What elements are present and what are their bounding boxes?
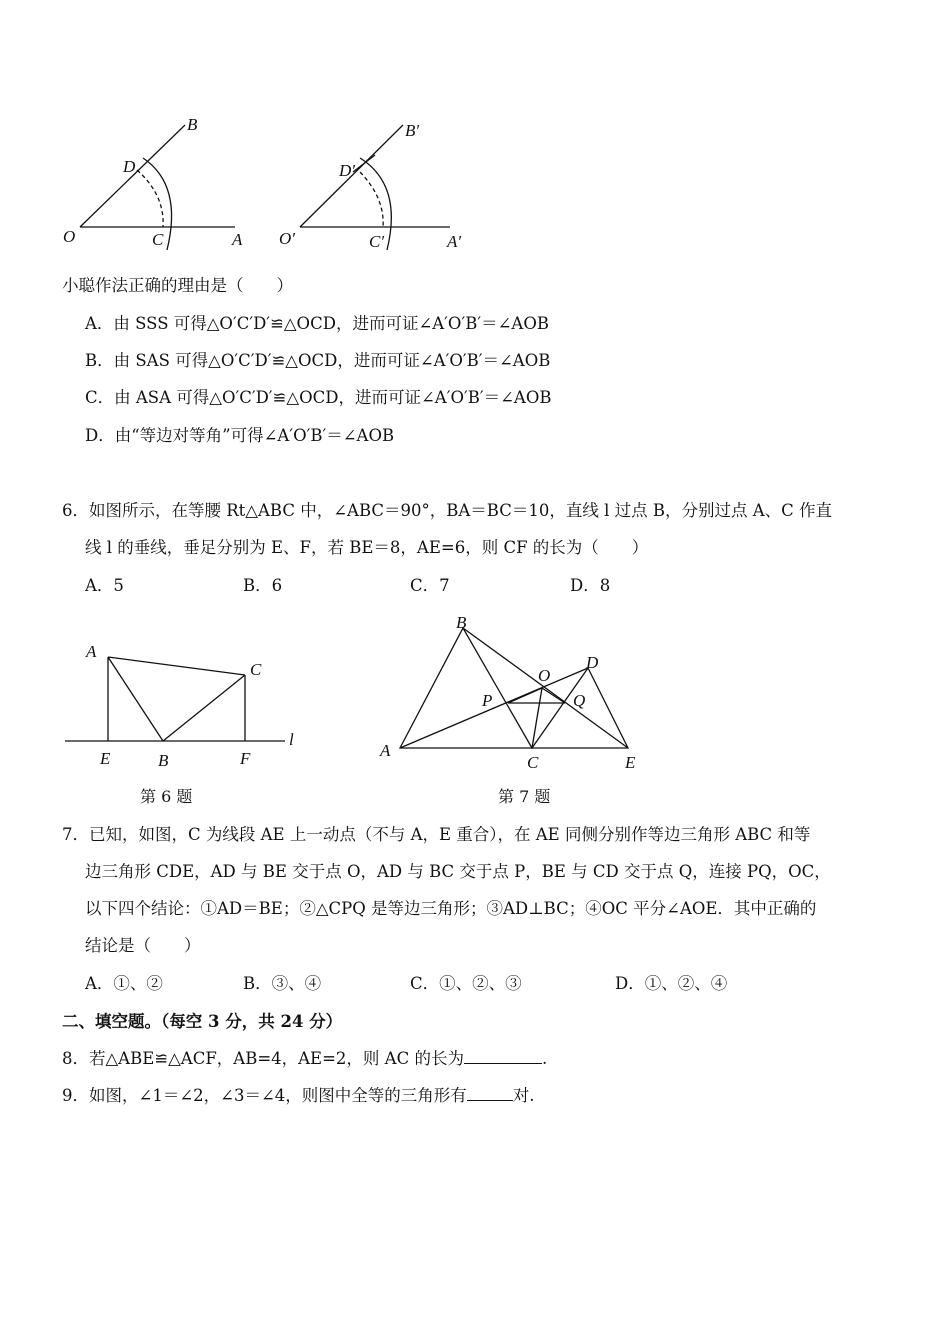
q9-suffix: 对.: [512, 1086, 535, 1105]
label-o-prime: O′: [279, 229, 295, 248]
q7-line-1: 7．已知，如图，C 为线段 AE 上一动点（不与 A，E 重合），在 AE 同侧分别作等边三角形 ABC 和等: [62, 825, 811, 844]
segment-bc: [163, 675, 245, 741]
fig7-label-p: P: [482, 691, 493, 710]
q7-line-4: 结论是（ ）: [85, 936, 201, 955]
fig7-label-d: D: [586, 653, 599, 672]
label-o: O: [63, 227, 76, 246]
figure-angle-copy: [275, 110, 485, 260]
q6-line-2: 线 l 的垂线，垂足分别为 E、F，若 BE＝8，AE=6，则 CF 的长为（ ）: [85, 538, 649, 557]
label-b: B: [187, 115, 198, 134]
fig6-label-f: F: [240, 749, 251, 768]
label-b-prime: B′: [405, 121, 420, 140]
q7-option-c: C．①、②、③: [410, 974, 522, 993]
label-d: D: [123, 157, 136, 176]
segment-ab: [108, 657, 163, 741]
q5-option-b: B．由 SAS 可得△O′C′D′≌△OCD，进而可证∠A′O′B′＝∠AOB: [85, 351, 551, 370]
fig6-label-a: A: [86, 642, 97, 661]
fig6-caption: 第 6 题: [140, 787, 193, 806]
q5-option-c: C．由 ASA 可得△O′C′D′≌△OCD，进而可证∠A′O′B′＝∠AOB: [85, 388, 552, 407]
segment-po: [508, 688, 542, 703]
fig7-label-o: O: [538, 666, 551, 685]
q7-option-b: B．③、④: [243, 974, 322, 993]
q6-option-b: B．6: [243, 576, 283, 595]
q5-option-d: D．由“等边对等角”可得∠A′O′B′＝∠AOB: [85, 426, 395, 445]
arc-mark-d-prime: [353, 155, 375, 172]
segment-qo: [542, 688, 565, 703]
triangle-abc: [400, 628, 532, 748]
q7-option-d: D．①、②、④: [615, 974, 728, 993]
q6-option-c: C．7: [410, 576, 450, 595]
label-a-prime: A′: [447, 232, 462, 251]
segment-oc: [532, 688, 542, 748]
q7-line-2: 边三角形 CDE，AD 与 BE 交于点 O，AD 与 BC 交于点 P，BE 与 CD 交于点 Q，连接 PQ，OC，: [85, 862, 831, 881]
q5-stem: 小聪作法正确的理由是（ ）: [62, 276, 293, 295]
q9: [62, 1082, 535, 1106]
segment-be: [463, 628, 628, 748]
fig7-label-c: C: [527, 753, 539, 772]
q8-text: 8．若△ABE≌△ACF，AB=4，AE=2，则 AC 的长为: [62, 1049, 464, 1068]
label-a: A: [232, 230, 243, 249]
fig7-label-e: E: [625, 753, 636, 772]
fig7-label-a: A: [380, 741, 391, 760]
segment-ac: [108, 657, 245, 675]
q6-line-1: 6．如图所示，在等腰 Rt△ABC 中，∠ABC＝90°，BA＝BC＝10，直线 l 过点 B，分别过点 A、C 作直: [62, 501, 833, 520]
label-c: C: [152, 230, 164, 249]
fig6-label-e: E: [100, 749, 111, 768]
fig7-label-q: Q: [573, 691, 586, 710]
q5-option-a: A．由 SSS 可得△O′C′D′≌△OCD，进而可证∠A′O′B′＝∠AOB: [85, 314, 549, 333]
figure-q6: [60, 635, 310, 770]
q8-suffix: .: [541, 1049, 548, 1068]
chord-dc-prime: [360, 172, 383, 227]
fig6-label-l: l: [289, 730, 294, 749]
label-c-prime: C′: [369, 232, 385, 251]
fig7-caption: 第 7 题: [498, 787, 551, 806]
q7-option-a: A．①、②: [85, 974, 163, 993]
fig6-label-c: C: [250, 660, 262, 679]
q6-option-a: A．5: [85, 576, 124, 595]
section-2-heading: 二、填空题。（每空 3 分，共 24 分）: [62, 1012, 343, 1031]
fig7-label-b: B: [456, 613, 467, 632]
chord-dc: [137, 170, 163, 227]
q6-option-d: D．8: [570, 576, 611, 595]
q9-text: 9．如图，∠1＝∠2，∠3＝∠4，则图中全等的三角形有: [62, 1086, 467, 1105]
q8-answer-blank[interactable]: [464, 1047, 542, 1064]
figure-q7: [370, 608, 650, 773]
q8: [62, 1045, 547, 1069]
q9-answer-blank[interactable]: [467, 1084, 513, 1101]
ray-ob: [80, 125, 185, 227]
q7-line-3: 以下四个结论：①AD＝BE；②△CPQ 是等边三角形；③AD⊥BC；④OC 平分∠AOE．其中正确的: [85, 899, 817, 918]
fig6-label-b: B: [158, 751, 169, 770]
figure-angle-original: [55, 110, 265, 260]
label-d-prime: D′: [339, 161, 355, 180]
